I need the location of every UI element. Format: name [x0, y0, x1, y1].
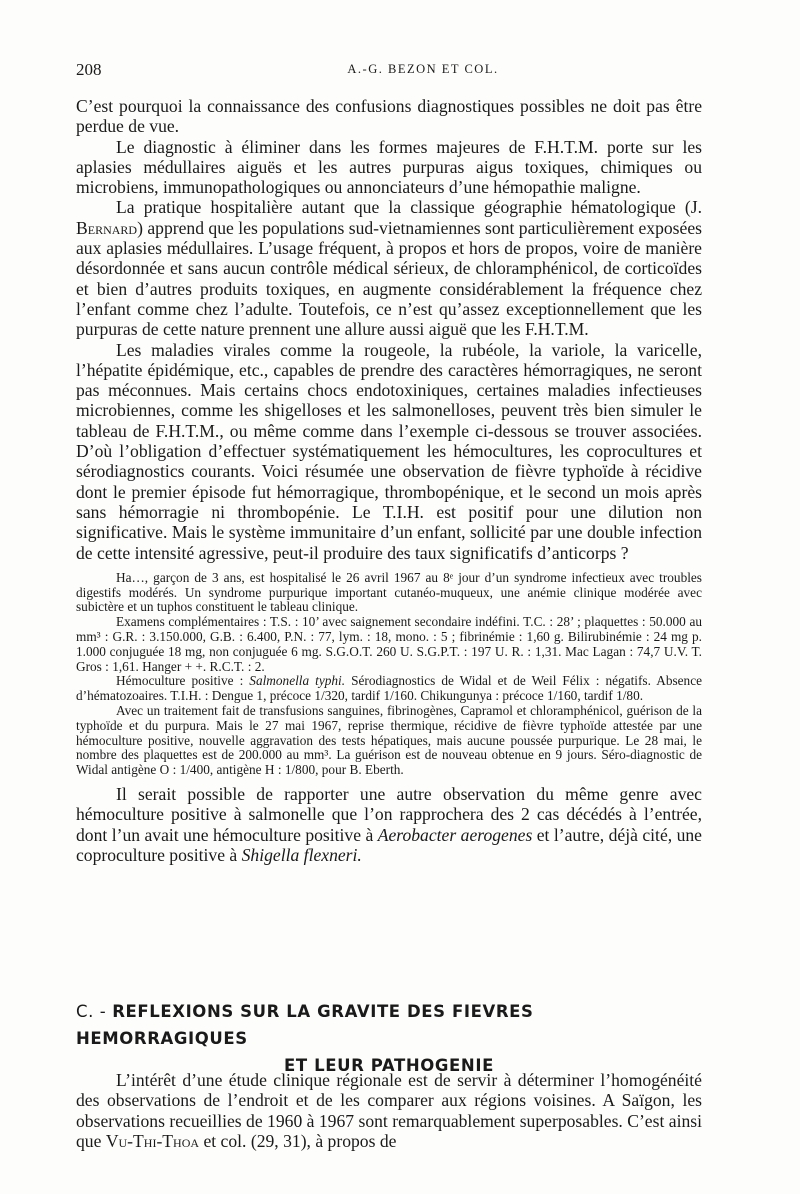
- observation-paragraph: Ha…, garçon de 3 ans, est hospitalisé le 26 avril 1967 au 8ᵉ jour d’un syndrome infectieux avec troubles digestifs modérés. Un syndrome purpurique important cutanéo-muqueux, une anémie clinique modérée avec subictère et un tuphos constituent le tableau clinique.: [76, 569, 702, 615]
- paragraph: Le diagnostic à éliminer dans les formes majeures de F.H.T.M. porte sur les aplasies médullaires aiguës et les autres purpuras aigus toxiques, chimiques ou microbiens, immunopathologiques ou annonciateurs d’une hémopathie maligne.: [76, 136, 702, 198]
- observation-paragraph: Avec un traitement fait de transfusions sanguines, fibrinogènes, Capramol et chloramphénicol, guérison de la typhoïde et du purpura. Mais le 27 mai 1967, reprise thermique, récidive de fièvre typhoïde attestée par une hémoculture positive, nouvelle aggravation des tests hépatiques, mais aucune poussée purpurique. Le 28 mai, le nombre des plaquettes est de 200.000 au mm³. La guérison est de nouveau obtenue en 9 jours. Séro-diagnostic de Widal antigène O : 1/400, antigène H : 1/800, pour B. Eberth.: [76, 703, 702, 778]
- case-observation: [76, 571, 702, 778]
- page-number: 208: [76, 60, 102, 79]
- paragraph: C’est pourquoi la connaissance des confusions diagnostiques possibles ne doit pas être perdue de vue.: [76, 96, 702, 137]
- section-title-line2: ET LEUR PATHOGENIE: [284, 1056, 494, 1075]
- observation-paragraph: Hémoculture positive : Salmonella typhi. Sérodiagnostics de Widal et de Weil Félix : négatifs. Absence d’hématozoaires. T.I.H. : Dengue 1, précoce 1/320, tardif 1/160. Chikungunya : précoce 1/160, tardif 1/80.: [76, 673, 702, 704]
- paragraph: Les maladies virales comme la rougeole, la rubéole, la variole, la varicelle, l’hépatite épidémique, etc., capables de prendre des caractères hémorragiques, ne seront pas méconnues. Mais certains chocs endotoxiniques, certaines maladies infectieuses microbiennes, comme les shigelloses et les salmonelloses, peuvent très bien simuler le tableau de F.H.T.M., ou même comme dans l’exemple ci-dessous se trouver associées. D’où l’obligation d’effectuer systématiquement les hémocultures, les coprocultures et sérodiagnostics courants. Voici résumée une observation de fièvre typhoïde à récidive dont le premier épisode fut hémorragique, thrombopénique, et le second un mois après sans hémorragie ni thrombopénie. Le T.I.H. est positif pour une dilution non significative. Mais le système immunitaire d’un enfant, sollicité par une double infection de cette intensité agressive, peut-il produire des taux significatifs d’anticorps ?: [76, 339, 702, 563]
- section-title-line1: REFLEXIONS SUR LA GRAVITE DES FIEVRES HEMORRAGIQUES: [76, 1002, 534, 1048]
- main-text-top: [76, 96, 702, 865]
- page-header: [76, 60, 770, 84]
- paragraph: La pratique hospitalière autant que la classique géographie hématologique (J. Bernard) apprend que les populations sud-vietnamiennes sont particulièrement exposées aux aplasies médullaires. L’usage fréquent, à propos et hors de propos, voire de manière désordonnée et sans aucun contrôle médical sérieux, de chloramphénicol, de corticoïdes et bien d’autres produits toxiques, en augmente considérablement la fréquence chez l’enfant comme chez l’adulte. Toutefois, ce n’est qu’assez exceptionnellement que les purpuras de cette nature prennent une allure aussi aiguë que les F.H.T.M.: [76, 197, 702, 340]
- author-name: Bernard: [76, 217, 138, 238]
- section-prefix: C. -: [76, 1002, 113, 1021]
- running-head: A.-G. BEZON ET COL.: [347, 62, 499, 76]
- author-name: Vu-Thi-Thoa: [105, 1130, 200, 1151]
- paragraph: Il serait possible de rapporter une autre observation du même genre avec hémoculture positive à salmonelle que l’on rapprochera des 2 cas décédés à l’entrée, dont l’un avait une hémoculture positive à Aerobacter aerogenes et l’autre, déjà cité, une coproculture positive à Shigella flexneri.: [76, 783, 702, 865]
- paragraph: L’intérêt d’une étude clinique régionale est de servir à déterminer l’homogénéité des observations de l’endroit et de les comparer aux régions voisines. A Saïgon, les observations recueillies de 1960 à 1967 sont remarquablement superposables. C’est ainsi que Vu-Thi-Thoa et col. (29, 31), à propos de: [76, 1070, 702, 1151]
- section-heading: [76, 998, 702, 1079]
- observation-paragraph: Examens complémentaires : T.S. : 10’ avec saignement secondaire indéfini. T.C. : 28’ ; plaquettes : 50.000 au mm³ : G.R. : 3.150.000, G.B. : 6.400, P.N. : 77, lym. : 18, mono. : 5 ; fibrinémie : 1,60 g. Bilirubinémie : 24 mg p. 1.000 conjuguée 18 mg, non conjuguée 6 mg. S.G.O.T. 260 U. S.G.P.T. : 197 U. R. : 1,31. Mac Lagan : 74,7 U.V. T. Gros : 1,61. Hanger + +. R.C.T. : 2.: [76, 614, 702, 674]
- main-text-bottom: [76, 1070, 702, 1151]
